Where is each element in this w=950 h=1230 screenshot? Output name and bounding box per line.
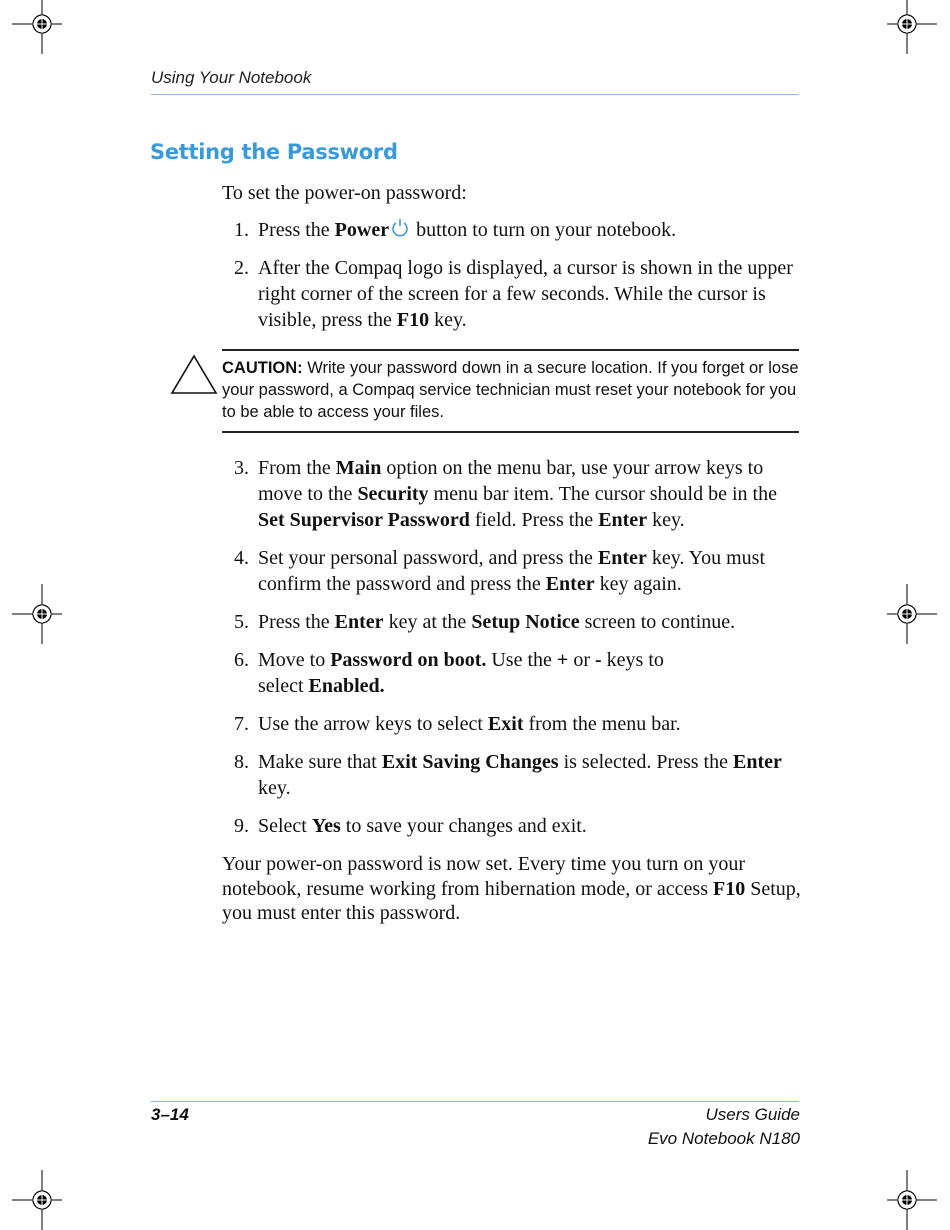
registration-mark-icon — [12, 584, 72, 644]
caution-bottom-rule — [222, 431, 799, 433]
footer-rule — [151, 1101, 799, 1102]
power-icon — [391, 218, 409, 238]
running-head: Using Your Notebook — [151, 68, 312, 87]
step-text: Set your personal password, and press the Enter key. You must confirm the password and press the Enter key again. — [258, 547, 766, 595]
step-number: 4. — [234, 547, 249, 569]
page-number: 3–14 — [151, 1105, 189, 1124]
caution-label: CAUTION: — [222, 359, 303, 377]
registration-mark-icon — [12, 0, 72, 54]
registration-mark-icon — [877, 584, 937, 644]
step-number: 3. — [234, 457, 249, 479]
step-number: 9. — [234, 815, 249, 837]
header-rule — [151, 94, 799, 95]
intro-text: To set the power-on password: — [222, 182, 467, 204]
caution-note — [222, 357, 802, 423]
step-text: Select Yes to save your changes and exit. — [258, 815, 587, 837]
step-text: Press the Enter key at the Setup Notice screen to continue. — [258, 611, 736, 633]
step-text: Use the arrow keys to select Exit from the menu bar. — [258, 713, 681, 735]
step-text: From the Main option on the menu bar, use your arrow keys to move to the Security menu bar item. The cursor should be in the Set Supervisor Password field. Press the Enter key. — [258, 457, 777, 531]
step-number: 5. — [234, 611, 249, 633]
caution-top-rule — [222, 349, 799, 351]
step-text: Move to Password on boot. Use the + or - keys to select Enabled. — [258, 649, 664, 697]
step-number: 2. — [234, 257, 249, 279]
caution-triangle-icon — [170, 353, 218, 395]
step-number: 1. — [234, 219, 249, 241]
step-text: After the Compaq logo is displayed, a cursor is shown in the upper right corner of the screen for a few seconds. While the cursor is visible, press the F10 key. — [258, 257, 793, 331]
registration-mark-icon — [877, 0, 937, 54]
step-text: Press the Power button to turn on your notebook. — [258, 219, 677, 241]
caution-text: Write your password down in a secure location. If you forget or lose your password, a Compaq service technician must reset your notebook for you to be able to access your files. — [222, 359, 799, 421]
step-number: 7. — [234, 713, 249, 735]
guide-title: Users Guide — [705, 1105, 800, 1124]
step-number: 8. — [234, 751, 249, 773]
product-name: Evo Notebook N180 — [647, 1129, 800, 1148]
registration-mark-icon — [877, 1170, 937, 1230]
section-title: Setting the Password — [150, 140, 398, 164]
closing-paragraph: Your power-on password is now set. Every time you turn on your notebook, resume working from hibernation mode, or access F10 Setup, you must enter this password. — [222, 853, 801, 924]
registration-mark-icon — [12, 1170, 72, 1230]
step-number: 6. — [234, 649, 249, 671]
step-text: Make sure that Exit Saving Changes is selected. Press the Enter key. — [258, 751, 782, 799]
